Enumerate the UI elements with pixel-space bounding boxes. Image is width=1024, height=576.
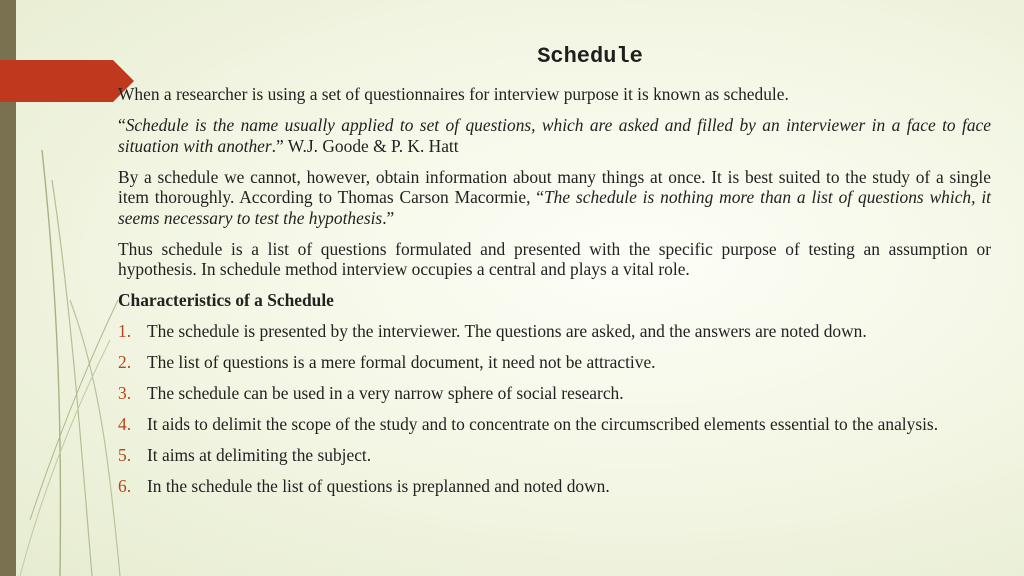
macormie-paragraph <box>118 167 991 229</box>
quote-paragraph <box>118 115 991 156</box>
list-number: 5. <box>118 445 132 465</box>
list-number: 3. <box>118 383 132 403</box>
list-item-text: The schedule can be used in a very narrow sphere of social research. <box>147 383 624 403</box>
list-item <box>118 476 991 497</box>
quote-open: “ <box>118 115 126 135</box>
characteristics-heading: Characteristics of a Schedule <box>118 290 334 310</box>
list-item-text: It aims at delimiting the subject. <box>147 445 372 465</box>
page-title: Schedule <box>537 44 643 69</box>
quote-text: Schedule is the name usually applied to set of questions, which are asked and filled by an interviewer in a face to face situation with another <box>118 115 991 156</box>
list-item <box>118 321 991 342</box>
list-number: 4. <box>118 414 132 434</box>
list-item-text: It aids to delimit the scope of the study and to concentrate on the circumscribed elements essential to the analysis. <box>147 414 939 434</box>
intro-paragraph: When a researcher is using a set of questionnaires for interview purpose it is known as schedule. <box>118 84 789 104</box>
macormie-close: .” <box>382 207 395 228</box>
summary-paragraph: Thus schedule is a list of questions formulated and presented with the specific purpose of testing an assumption or hypothesis. In schedule method interview occupies a central and plays a vital role. <box>118 238 991 279</box>
list-item <box>118 445 991 466</box>
macormie-quote: The schedule is nothing more than a list of questions which, it seems necessary to test the hypothesis <box>118 187 991 228</box>
list-item <box>118 383 991 404</box>
content-body <box>118 84 991 507</box>
list-item-text: The list of questions is a mere formal document, it need not be attractive. <box>147 352 656 372</box>
list-item-text: The schedule is presented by the interviewer. The questions are asked, and the answers are noted down. <box>147 321 867 341</box>
quote-attribution: .” W.J. Goode & P. K. Hatt <box>271 135 459 156</box>
list-item-text: In the schedule the list of questions is preplanned and noted down. <box>147 476 610 496</box>
list-number: 1. <box>118 321 132 341</box>
list-item <box>118 352 991 373</box>
characteristics-list <box>118 321 991 497</box>
title-tab-shape <box>0 60 134 102</box>
list-number: 2. <box>118 352 132 372</box>
macormie-lead: By a schedule we cannot, however, obtain information about many things at once. It is best suited to the study of a single item thoroughly. According to Thomas Carson Macormie, “ <box>118 166 991 207</box>
list-number: 6. <box>118 476 132 496</box>
list-item <box>118 414 991 435</box>
